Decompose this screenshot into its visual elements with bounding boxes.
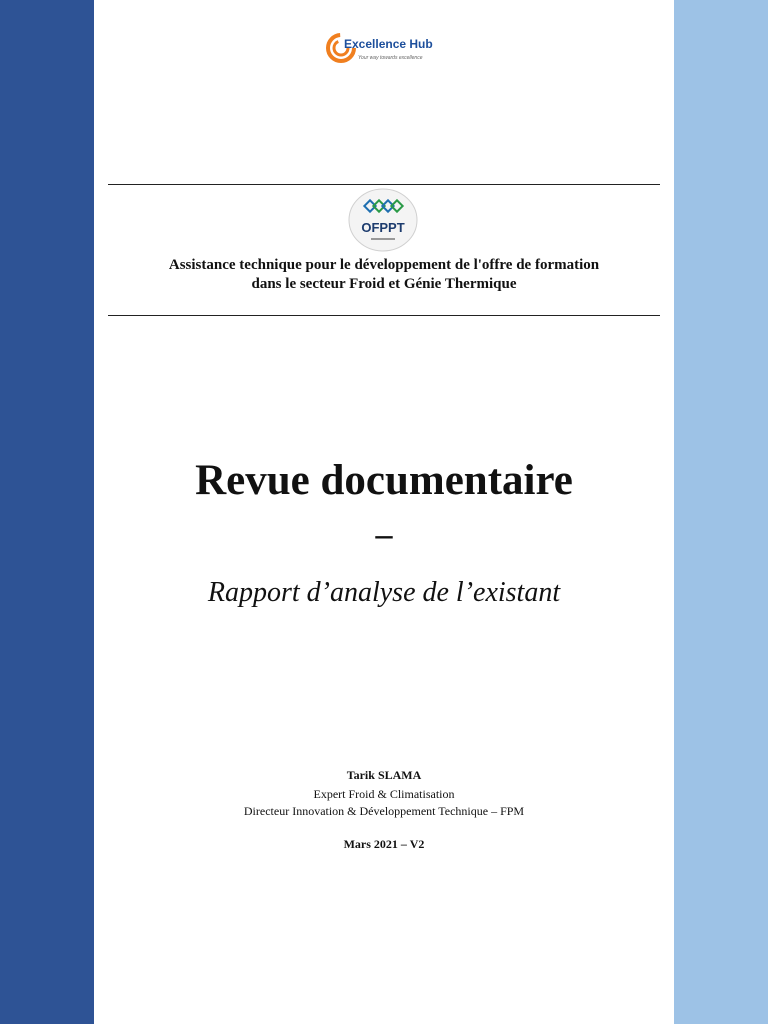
project-subtitle: [108, 256, 660, 294]
author-position: Directeur Innovation & Développement Technique – FPM: [243, 804, 525, 818]
ofppt-logo-text: OFPPT: [361, 220, 405, 235]
author-name: Tarik SLAMA: [346, 768, 422, 782]
date-version: Mars 2021 – V2: [343, 837, 425, 851]
ofppt-logo: [347, 188, 419, 252]
document-subtitle: Rapport d’analyse de l’existant: [207, 577, 561, 608]
right-decorative-bar: [674, 0, 768, 1024]
left-decorative-bar: [0, 0, 94, 1024]
subtitle-line-2: dans le secteur Froid et Génie Thermique: [251, 276, 517, 292]
ofppt-emblem-icon: [347, 188, 419, 252]
title-dash: –: [375, 516, 393, 553]
top-divider: [108, 184, 660, 185]
excellence-hub-tagline: Your way towards excellence: [358, 55, 423, 61]
excellence-hub-logo-text: Excellence Hub: [344, 37, 433, 51]
subtitle-line-1: Assistance technique pour le développement de l'offre de formation: [168, 257, 600, 273]
author-role: Expert Froid & Climatisation: [313, 787, 455, 801]
excellence-hub-logo: [326, 26, 433, 70]
document-title: Revue documentaire: [195, 457, 573, 504]
bottom-divider: [108, 315, 660, 316]
